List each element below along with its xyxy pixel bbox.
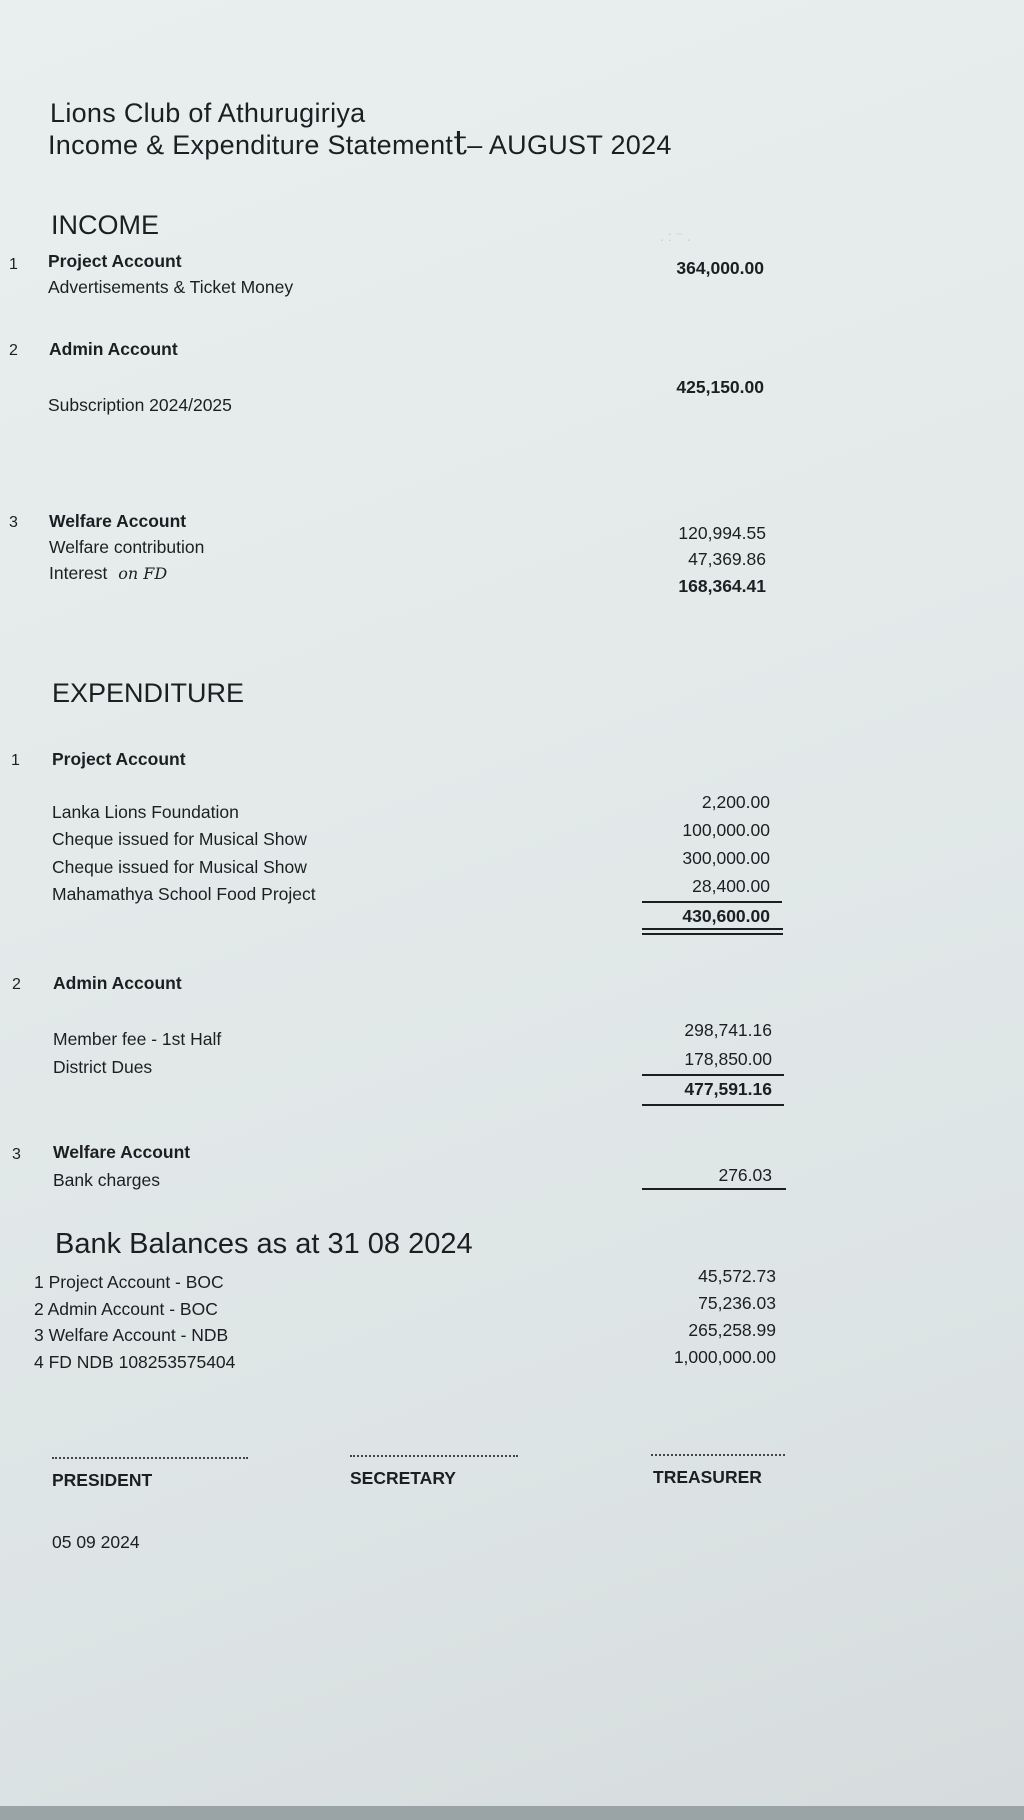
income-welfare-item-label: Welfare contribution <box>49 537 205 557</box>
statement-period: – AUGUST 2024 <box>467 130 672 160</box>
income-admin-number: 2 <box>9 342 18 359</box>
secretary-signature-line <box>350 1455 518 1457</box>
treasurer-label: TREASURER <box>653 1467 762 1487</box>
treasurer-signature-line <box>651 1454 785 1456</box>
exp-welfare-number: 3 <box>12 1146 21 1163</box>
exp-project-item-amount: 2,200.00 <box>701 792 770 812</box>
exp-project-item-amount: 100,000.00 <box>682 820 770 840</box>
bank-item-amount: 1,000,000.00 <box>673 1347 776 1367</box>
bank-heading: Bank Balances as at 31 08 2024 <box>55 1228 473 1260</box>
exp-project-item-amount: 300,000.00 <box>682 848 770 868</box>
bank-item-amount: 45,572.73 <box>698 1266 776 1286</box>
handwritten-correction: t <box>453 123 468 163</box>
income-project-number: 1 <box>9 256 18 273</box>
exp-admin-total: 477,591.16 <box>684 1079 772 1099</box>
exp-admin-item-amount: 298,741.16 <box>684 1020 772 1040</box>
income-welfare-item-amount: 120,994.55 <box>678 523 766 543</box>
exp-admin-item-label: District Dues <box>53 1057 153 1077</box>
expenditure-heading: EXPENDITURE <box>52 678 245 708</box>
income-admin-title: Admin Account <box>49 339 178 359</box>
bank-item-label: 4 FD NDB 108253575404 <box>34 1352 236 1372</box>
exp-project-item-label: Mahamathya School Food Project <box>52 884 316 904</box>
exp-admin-title: Admin Account <box>53 973 182 993</box>
handwritten-note: on FD <box>118 564 168 583</box>
income-heading: INCOME <box>51 210 159 240</box>
exp-project-number: 1 <box>11 752 20 769</box>
paper-edge <box>0 1806 1024 1820</box>
exp-welfare-item: Bank charges <box>53 1170 161 1190</box>
statement-title <box>48 123 672 163</box>
exp-project-item-amount: 28,400.00 <box>692 876 770 896</box>
exp-admin-item-amount: 178,850.00 <box>684 1049 772 1069</box>
statement-date: 05 09 2024 <box>52 1532 140 1552</box>
income-admin-amount: 425,150.00 <box>676 377 764 397</box>
income-project-item: Advertisements & Ticket Money <box>48 277 294 297</box>
bank-item-amount: 75,236.03 <box>698 1293 776 1313</box>
bank-item-label: 3 Welfare Account - NDB <box>34 1325 229 1345</box>
income-welfare-total: 168,364.41 <box>678 576 766 596</box>
income-welfare-item-amount: 47,369.86 <box>688 549 766 569</box>
income-welfare-title: Welfare Account <box>49 511 187 531</box>
income-project-title: Project Account <box>48 251 182 271</box>
total-rule <box>642 1188 786 1190</box>
faded-mark: . : ⁻ . <box>660 228 691 244</box>
total-rule <box>642 1104 784 1106</box>
subtotal-rule <box>642 1074 784 1076</box>
exp-welfare-amount: 276.03 <box>718 1165 772 1185</box>
interest-label: Interest <box>49 563 108 583</box>
total-double-rule <box>642 928 783 935</box>
exp-project-total: 430,600.00 <box>682 906 770 926</box>
income-admin-item: Subscription 2024/2025 <box>48 395 232 415</box>
exp-admin-number: 2 <box>12 976 21 993</box>
exp-admin-item-label: Member fee - 1st Half <box>53 1029 222 1049</box>
income-project-amount: 364,000.00 <box>676 258 764 278</box>
bank-item-label: 1 Project Account - BOC <box>34 1272 224 1292</box>
secretary-label: SECRETARY <box>350 1468 456 1488</box>
exp-project-item-label: Lanka Lions Foundation <box>52 802 239 822</box>
president-label: PRESIDENT <box>52 1470 153 1490</box>
income-welfare-item-label <box>49 563 167 584</box>
income-welfare-number: 3 <box>9 514 18 531</box>
bank-item-amount: 265,258.99 <box>688 1320 776 1340</box>
subtotal-rule <box>642 901 782 903</box>
president-signature-line <box>52 1457 248 1459</box>
statement-title-text: Income & Expenditure Statement <box>48 130 454 160</box>
bank-item-label: 2 Admin Account - BOC <box>34 1299 218 1319</box>
club-name: Lions Club of Athurugiriya <box>50 98 366 128</box>
exp-project-title: Project Account <box>52 749 186 769</box>
exp-project-item-label: Cheque issued for Musical Show <box>52 857 307 877</box>
exp-welfare-title: Welfare Account <box>53 1142 191 1162</box>
exp-project-item-label: Cheque issued for Musical Show <box>52 829 307 849</box>
